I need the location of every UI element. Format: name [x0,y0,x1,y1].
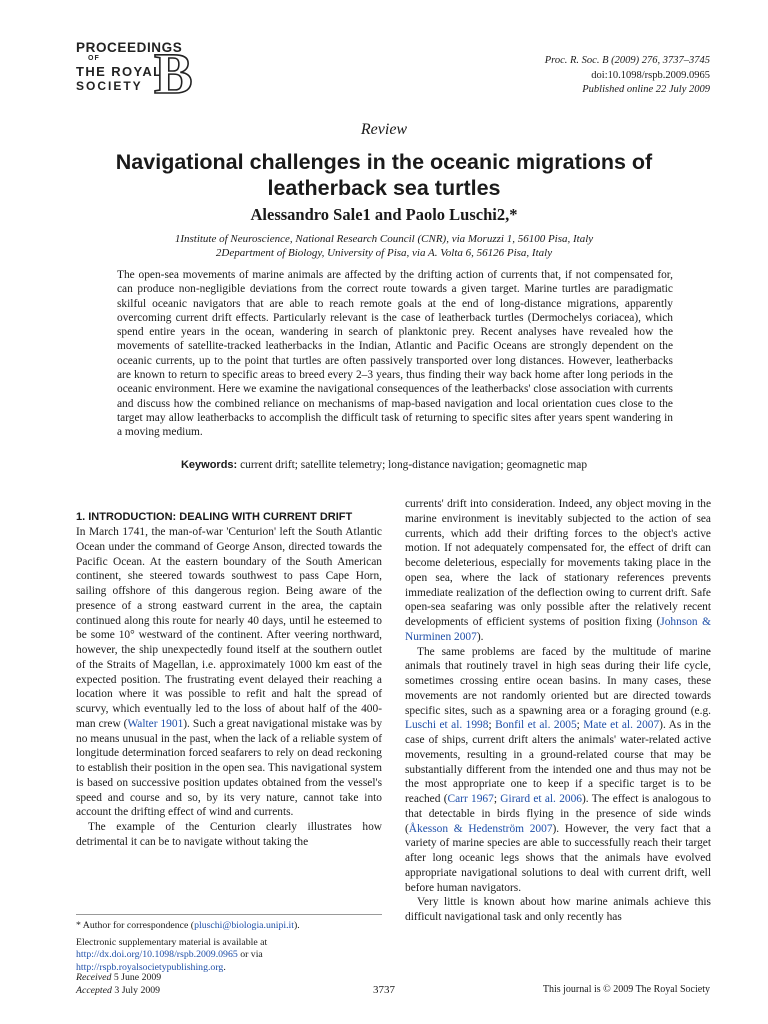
citation-link[interactable]: Mate et al. 2007 [583,719,660,732]
keywords-label: Keywords: [180,459,238,471]
separator: ; [488,719,496,732]
received-label: Received [76,972,112,983]
paragraph-text: currents' drift into consideration. Indeed, any object moving in the marine environment is inevitably subjected to the action of sea currents, which add their drifting forces to the object's active motion. If not adequately compensated for, the effect of drift can become deleterious, especially for movements taking place in the open sea, where the lack of stationary references prevents immediate realization of the deflection owing to current drift. Safe open-sea seafaring was only possible after the relatively recent developments of efficient systems of position fixing ( [405,498,711,628]
paragraph: Very little is known about how marine animals achieve this difficult navigational task and only recently has [405,896,711,923]
correspondence-note [76,920,382,933]
affiliation-2: 2Department of Biology, University of Pisa, via A. Volta 6, 56126 Pisa, Italy [215,247,553,259]
citation-link[interactable]: Bonfil et al. 2005 [495,719,577,732]
citation-link[interactable]: Åkesson & Hedenström 2007 [408,822,553,835]
journal-link[interactable]: http://rspb.royalsocietypublishing.org [76,961,224,973]
citation-journal: Proc. R. Soc. B (2009) 276, 3737–3745 [544,55,710,66]
paragraph [405,497,711,645]
authors: Alessandro Sale1 and Paolo Luschi2,* [250,205,518,224]
paragraph-text: In March 1741, the man-of-war 'Centurion' left the South Atlantic Ocean under the command of George Anson, directed towards the Pacific Ocean. At the eastern boundary of the South American continent, she steered towards southwest to pass Cape Horn, sailing offshore of this dangerous region. Being aware of the presence of a strong eastward current in the area, the captain continued along this route for nearly 40 days, until he esteemed to be some 10° westward of the continent. After veering northward, however, the ship unexpectedly found itself at the southern outlet of the Straits of Magellan, i.e. approximately 1000 km east of the expected position. The frustrating event delayed their reaching a location where it was possible to refit and halt the spread of scurvy, which eventually led to the loss of about half of the 400-man crew ( [76,526,382,730]
footnote-divider [76,914,382,915]
keywords-text: current drift; satellite telemetry; long-distance navigation; geomagnetic map [240,459,588,471]
note-text: * Author for correspondence ( [76,920,195,931]
paragraph [76,525,382,820]
citation-link[interactable]: Carr 1967 [447,793,494,805]
logo-line-of: OF [88,55,100,62]
logo-line-the-royal: THE ROYAL [76,64,163,79]
footnotes [76,920,382,978]
citation-published: Published online 22 July 2009 [582,84,710,95]
article-type: Review [360,121,408,138]
left-column [76,511,382,850]
keywords [0,459,768,471]
paragraph: The example of the Centurion clearly illustrates how detrimental it can be to navigate without taking the [76,821,382,848]
paragraph-text: The same problems are faced by the multitude of marine animals that routinely travel in high seas during their life cycle, sometimes crossing entire ocean basins. In many cases, these movements are not randomly oriented but are directed towards specific sites, such as a spawning area or a foraging ground (e.g. [405,645,711,717]
accepted-value: 3 July 2009 [114,984,161,996]
email-link[interactable]: pluschi@biologia.unipi.it [194,920,294,931]
note-text: ). [294,920,300,931]
note-text: or via [237,949,263,960]
right-column [405,497,711,925]
received-value: 5 June 2009 [113,972,162,983]
citation-link[interactable]: Girard et al. 2006 [500,793,582,805]
logo-letter-b: B [154,41,193,106]
citation-link[interactable]: Walter 1901 [127,717,184,730]
separator: ; [493,793,501,805]
paragraph-text: ). As in the case of ships, current drift alters the animals' water-related active movements, resulting in a ground-related course that may be substantially different from the intended one and thus may not be the most appropriate one to keep if a specific target is to be reached ( [405,719,711,805]
paragraph-text: ). The effect is analogous to that detectable in birds flying in the presence of side winds ( [405,793,711,835]
citation-block [545,54,710,98]
esm-note [76,937,382,975]
article-title: Navigational challenges in the oceanic migrations of leatherback sea turtles [115,150,653,200]
paragraph-text: ). However, the very fact that a variety of marine species are able to successfully reach their target after long oceanic legs shows that the animals have evolved appropriate navigational solutions to deal with current drift, well before human navigators. [405,822,711,894]
abstract: The open-sea movements of marine animals are affected by the drifting action of currents that, if not compensated for, can produce non-negligible deviations from the correct route towards a given target. Marine turtles are paradigmatic skilful oceanic navigators that are able to reach remote goals at the end of long-distance migrations, apparently overcoming current drift effects. Particularly relevant is the case of leatherback turtles (Dermochelys coriacea), which spend entire years in the ocean, wandering in search of planktonic prey. Recent analyses have revealed how the movements of satellite-tracked leatherbacks in the Indian, Atlantic and Pacific Oceans are strongly dependent on the oceanic currents, up to the point that turtles are often passively transported over long distances. However, leatherbacks are known to return to specific areas to breed every 2–3 years, thus finding their way back home after long periods in the oceanic environment. Here we examine the navigational consequences of the leatherbacks' close association with currents and discuss how the combined reliance on mechanisms of map-based navigation and local orientation cues close to the target may allow leatherbacks to accomplish the difficult task of returning to specific sites after years spent wandering in a moving medium. [117,269,673,439]
separator: ; [576,719,584,732]
journal-logo [76,40,196,106]
affiliation-1: 1Institute of Neuroscience, National Research Council (CNR), via Moruzzi 1, 56100 Pisa, Italy [174,233,594,245]
note-text: Electronic supplementary material is available at [76,936,268,948]
logo-line-society: SOCIETY [76,79,143,93]
citation-doi: doi:10.1098/rspb.2009.0965 [591,69,710,81]
paragraph-text: ). Such a great navigational mistake was by no means unusual in the past, when the lack of a reliable system of longitude determination forced seafarers to rely on dead reckoning to establish their position in the open sea. This navigational system is based on successive position updates obtained from the vessel's speed and course and so, by its very nature, cannot take into account the drifting effect of wind and currents. [76,717,383,819]
citation-link[interactable]: Johnson & Nurminen 2007 [405,616,711,643]
received-date [76,972,161,985]
section-heading: 1. INTRODUCTION: DEALING WITH CURRENT DRIFT [76,511,353,523]
accepted-label: Accepted [76,984,112,996]
citation-link[interactable]: Luschi et al. 1998 [405,719,489,732]
page-number: 3737 [373,984,395,996]
note-text: . [223,961,226,973]
paragraph [405,645,711,896]
logo-line-proceedings: PROCEEDINGS [76,40,183,55]
copyright-notice: This journal is © 2009 The Royal Society [542,984,710,995]
paragraph-text: ). [476,630,484,643]
doi-link[interactable]: http://dx.doi.org/10.1098/rspb.2009.0965 [76,949,238,960]
